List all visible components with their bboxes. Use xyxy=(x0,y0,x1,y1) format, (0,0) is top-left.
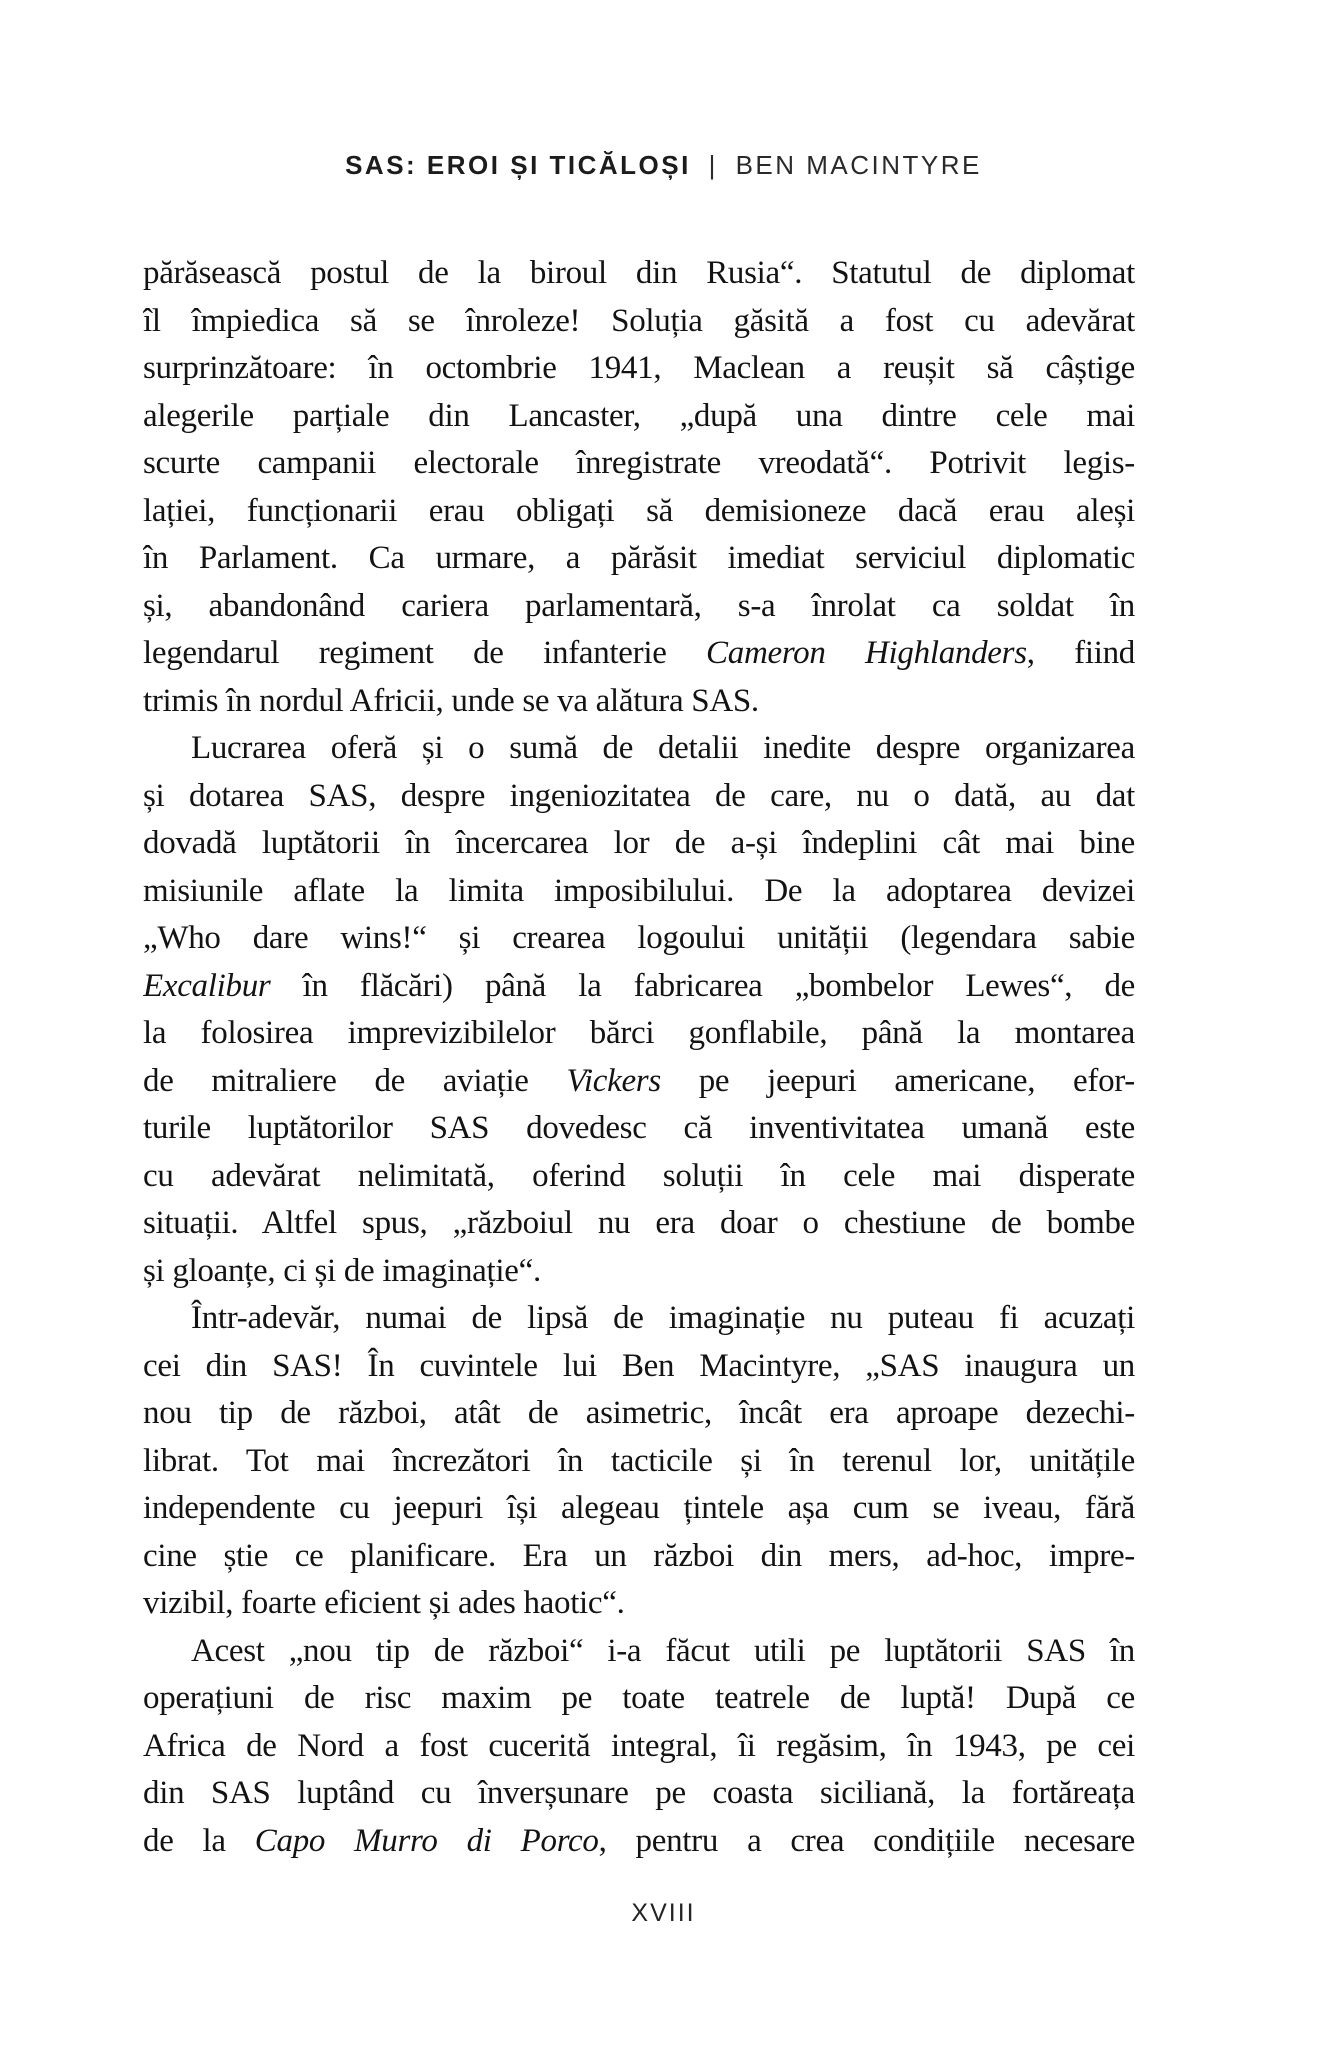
text-line xyxy=(143,535,1135,583)
text-run: trimis în nordul Africii, unde se va alătura SAS. xyxy=(143,682,759,719)
text-run: în Parlament. Ca urmare, a părăsit imediat serviciul diplomatic xyxy=(143,540,1135,576)
text-line xyxy=(143,1485,1135,1533)
text-run: Într-adevăr, numai de lipsă de imaginație nu puteau fi acuzați xyxy=(191,1300,1135,1336)
paragraph xyxy=(143,1628,1135,1866)
text-line xyxy=(143,1390,1135,1438)
text-run: de la xyxy=(143,1822,255,1859)
header-separator: | xyxy=(708,150,718,180)
text-run: la folosirea imprevizibilelor bărci gonflabile, până la montarea xyxy=(143,1015,1135,1051)
page-number: XVIII xyxy=(631,1899,696,1927)
text-run: legendarul regiment de infanterie xyxy=(143,635,707,671)
text-line xyxy=(143,1200,1135,1248)
text-block xyxy=(143,250,1135,1865)
text-run: Lucrarea oferă și o sumă de detalii inedite despre organizarea xyxy=(191,730,1135,766)
author-name: BEN MACINTYRE xyxy=(735,150,982,180)
text-run: și gloanțe, ci și de imaginație“. xyxy=(143,1252,541,1289)
text-run: pe jeepuri americane, efor- xyxy=(660,1062,1135,1099)
text-run: nou tip de război, atât de asimetric, încât era aproape dezechi- xyxy=(143,1395,1135,1431)
text-line xyxy=(143,1438,1135,1486)
text-line xyxy=(143,1295,1135,1343)
italic-text-run: Vickers xyxy=(566,1062,661,1099)
text-run: , fiind xyxy=(1026,635,1135,671)
text-run: și dotarea SAS, despre ingeniozitatea de care, nu o dată, au dat xyxy=(143,777,1135,814)
text-line xyxy=(143,345,1135,393)
text-run: în flăcări) până la fabricarea „bombelor Lewes“, de xyxy=(270,967,1135,1004)
text-run: de mitraliere de aviație xyxy=(143,1062,567,1099)
text-line xyxy=(143,1628,1135,1676)
text-line xyxy=(143,678,1135,726)
text-line xyxy=(143,1818,1135,1866)
italic-text-run: Cameron Highlanders xyxy=(706,635,1027,671)
text-line xyxy=(143,1010,1135,1058)
text-line xyxy=(143,1105,1135,1153)
text-run: părăsească postul de la biroul din Rusia“. Statutul de diplomat xyxy=(143,255,1135,291)
book-title: SAS: EROI ȘI TICĂLOȘI xyxy=(345,150,691,180)
text-run: „Who dare wins!“ și crearea logoului unității (legendara sabie xyxy=(143,920,1135,956)
text-run: alegerile parțiale din Lancaster, „după una dintre cele mai xyxy=(143,397,1135,434)
text-line xyxy=(143,393,1135,441)
text-run: îl împiedica să se înroleze! Soluția găsită a fost cu adevărat xyxy=(143,302,1135,339)
text-run: vizibil, foarte eficient și ades haotic“. xyxy=(143,1585,625,1621)
text-run: misiunile aflate la limita imposibilului. De la adoptarea devizei xyxy=(143,872,1135,909)
text-line xyxy=(143,488,1135,536)
text-line xyxy=(143,1533,1135,1581)
text-run: , pentru a crea condițiile necesare xyxy=(598,1822,1135,1859)
text-run: librat. Tot mai încrezători în tacticile și în terenul lor, unitățile xyxy=(143,1442,1135,1479)
text-line xyxy=(143,1248,1135,1296)
text-line xyxy=(143,1675,1135,1723)
italic-text-run: Capo Murro di Porco xyxy=(254,1822,599,1859)
text-line xyxy=(143,298,1135,346)
text-line xyxy=(143,1343,1135,1391)
text-run: cine știe ce planificare. Era un război din mers, ad-hoc, impre- xyxy=(143,1537,1135,1574)
text-line xyxy=(143,915,1135,963)
text-run: dovadă luptătorii în încercarea lor de a-și îndeplini cât mai bine xyxy=(143,825,1135,861)
text-line xyxy=(143,250,1135,298)
text-line xyxy=(143,1723,1135,1771)
italic-text-run: Excalibur xyxy=(143,967,271,1004)
text-run: situații. Altfel spus, „războiul nu era doar o chestiune de bombe xyxy=(143,1205,1135,1241)
text-line xyxy=(143,868,1135,916)
text-line xyxy=(143,820,1135,868)
text-run: turile luptătorilor SAS dovedesc că inventivitatea umană este xyxy=(143,1110,1135,1146)
text-run: Acest „nou tip de război“ i-a făcut utili pe luptătorii SAS în xyxy=(191,1632,1135,1669)
paragraph xyxy=(143,1295,1135,1628)
paragraph xyxy=(143,725,1135,1295)
paragraph xyxy=(143,250,1135,725)
text-line xyxy=(143,773,1135,821)
text-run: și, abandonând cariera parlamentară, s-a înrolat ca soldat în xyxy=(143,587,1135,624)
text-run: surprinzătoare: în octombrie 1941, Maclean a reușit să câștige xyxy=(143,350,1135,386)
text-line xyxy=(143,1058,1135,1106)
text-line xyxy=(143,725,1135,773)
running-head xyxy=(0,150,1327,181)
text-line xyxy=(143,963,1135,1011)
text-line xyxy=(143,440,1135,488)
text-run: scurte campanii electorale înregistrate vreodată“. Potrivit legis- xyxy=(143,445,1135,481)
text-run: din SAS luptând cu înverșunare pe coasta siciliană, la fortăreața xyxy=(143,1775,1135,1811)
text-line xyxy=(143,630,1135,678)
text-run: cei din SAS! În cuvintele lui Ben Macintyre, „SAS inaugura un xyxy=(143,1347,1135,1384)
text-line xyxy=(143,1153,1135,1201)
text-run: Africa de Nord a fost cucerită integral, îi regăsim, în 1943, pe cei xyxy=(143,1727,1135,1764)
text-line xyxy=(143,1580,1135,1628)
text-line xyxy=(143,1770,1135,1818)
text-line xyxy=(143,583,1135,631)
text-run: operațiuni de risc maxim pe toate teatrele de luptă! După ce xyxy=(143,1680,1135,1716)
text-run: lației, funcționarii erau obligați să demisioneze dacă erau aleși xyxy=(143,492,1135,529)
text-run: independente cu jeepuri își alegeau țintele așa cum se iveau, fără xyxy=(143,1490,1135,1526)
text-run: cu adevărat nelimitată, oferind soluții în cele mai disperate xyxy=(143,1157,1135,1194)
